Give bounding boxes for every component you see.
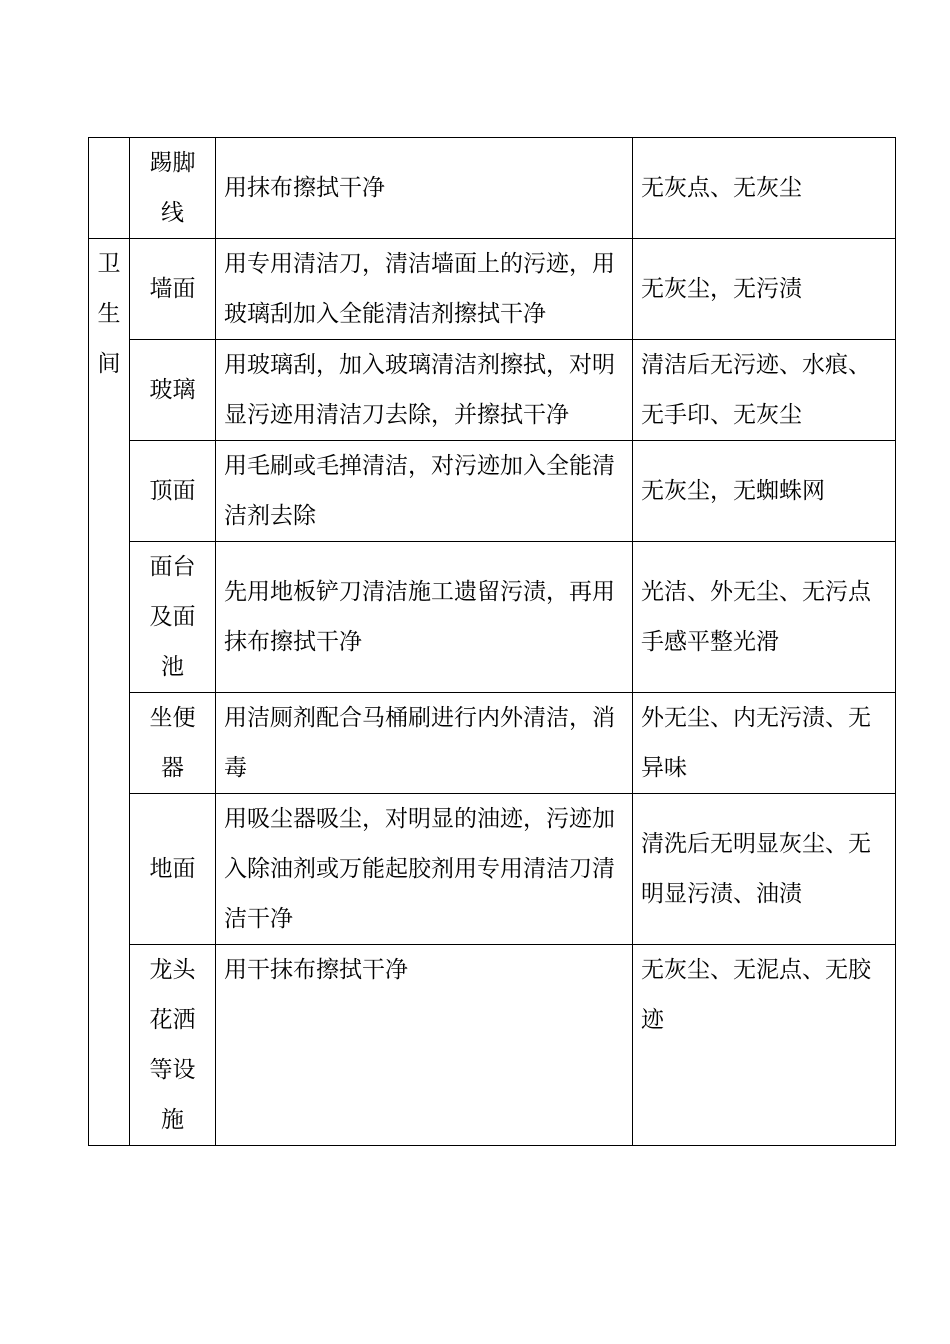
area-label: 卫生间	[97, 251, 121, 377]
item-label: 顶面	[149, 478, 196, 504]
table-row	[89, 138, 896, 239]
method-cell: 用干抹布擦拭干净	[216, 945, 633, 1146]
item-label: 玻璃	[149, 377, 196, 403]
table-row	[89, 340, 896, 441]
method-cell: 用吸尘器吸尘，对明显的油迹，污迹加入除油剂或万能起胶剂用专用清洁刀清洁干净	[216, 794, 633, 945]
area-cell	[89, 138, 130, 239]
item-cell	[130, 945, 216, 1146]
method-cell: 用专用清洁刀，清洁墙面上的污迹，用玻璃刮加入全能清洁剂擦拭干净	[216, 239, 633, 340]
standard-cell: 无灰尘，无蜘蛛网	[633, 441, 896, 542]
area-cell-bathroom	[89, 239, 130, 1146]
standard-cell: 清洁后无污迹、水痕、无手印、无灰尘	[633, 340, 896, 441]
method-cell: 用玻璃刮，加入玻璃清洁剂擦拭，对明显污迹用清洁刀去除，并擦拭干净	[216, 340, 633, 441]
item-label: 墙面	[149, 276, 196, 302]
standard-cell: 清洗后无明显灰尘、无明显污渍、油渍	[633, 794, 896, 945]
method-cell: 用抹布擦拭干净	[216, 138, 633, 239]
item-label: 地面	[149, 856, 196, 882]
standard-cell: 无灰尘，无污渍	[633, 239, 896, 340]
item-cell	[130, 138, 216, 239]
table-row	[89, 441, 896, 542]
method-cell: 用洁厕剂配合马桶刷进行内外清洁，消毒	[216, 693, 633, 794]
method-cell: 先用地板铲刀清洁施工遗留污渍，再用抹布擦拭干净	[216, 542, 633, 693]
standard-cell: 光洁、外无尘、无污点手感平整光滑	[633, 542, 896, 693]
item-cell	[130, 239, 216, 340]
item-label: 面台及面池	[149, 554, 196, 680]
cleaning-standards-table	[88, 137, 896, 1146]
table-row	[89, 542, 896, 693]
table-row	[89, 693, 896, 794]
table-row	[89, 794, 896, 945]
item-cell	[130, 542, 216, 693]
standard-cell: 外无尘、内无污渍、无异味	[633, 693, 896, 794]
table-row	[89, 239, 896, 340]
item-cell	[130, 340, 216, 441]
item-cell	[130, 794, 216, 945]
item-label: 坐便器	[149, 705, 196, 781]
item-cell	[130, 693, 216, 794]
item-label: 踢脚线	[149, 150, 196, 226]
method-cell: 用毛刷或毛掸清洁，对污迹加入全能清洁剂去除	[216, 441, 633, 542]
standard-cell: 无灰尘、无泥点、无胶迹	[633, 945, 896, 1146]
standard-cell: 无灰点、无灰尘	[633, 138, 896, 239]
item-cell	[130, 441, 216, 542]
item-label: 龙头花洒等设施	[149, 957, 196, 1133]
table-row	[89, 945, 896, 1146]
